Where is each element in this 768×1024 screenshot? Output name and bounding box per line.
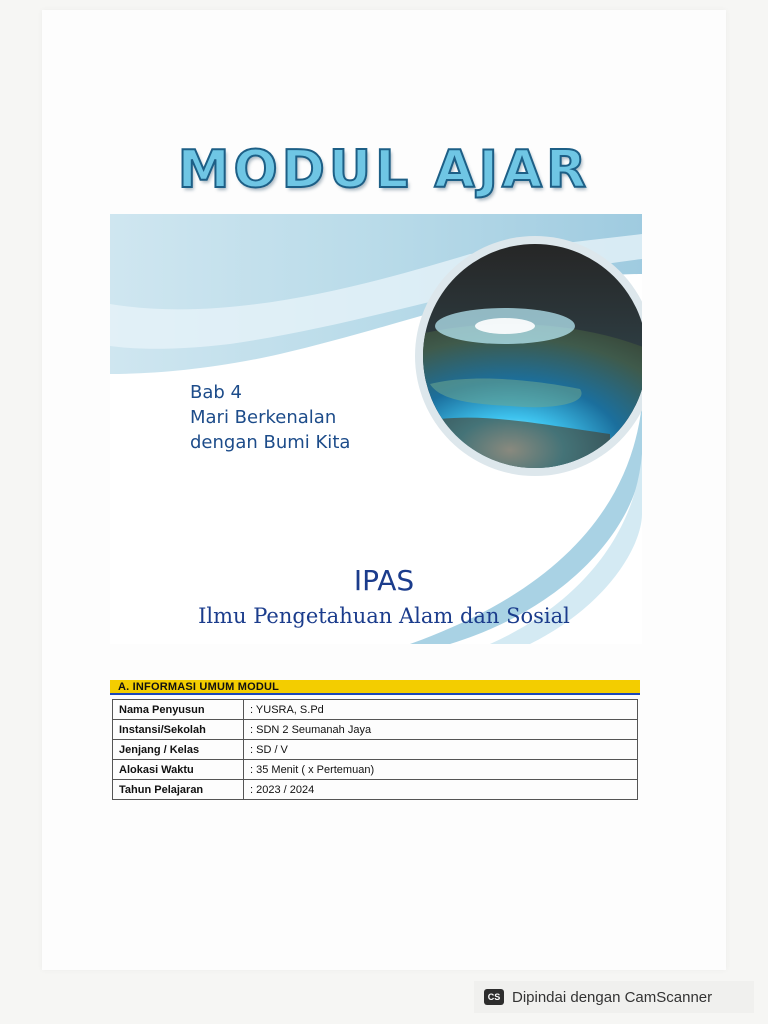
row-label: Alokasi Waktu — [113, 760, 244, 780]
row-value: : 35 Menit ( x Pertemuan) — [244, 760, 638, 780]
camscanner-icon: CS — [484, 989, 504, 1005]
row-value: : SDN 2 Seumanah Jaya — [244, 720, 638, 740]
row-label: Jenjang / Kelas — [113, 740, 244, 760]
table-row — [113, 760, 638, 780]
subject-code: IPAS — [353, 564, 415, 597]
table-row — [113, 740, 638, 760]
row-value: : YUSRA, S.Pd — [244, 700, 638, 720]
row-label: Nama Penyusun — [113, 700, 244, 720]
table-row — [113, 700, 638, 720]
chapter-heading — [190, 380, 350, 455]
row-value: : SD / V — [244, 740, 638, 760]
row-label: Instansi/Sekolah — [113, 720, 244, 740]
info-table — [112, 699, 638, 800]
camscanner-text: Dipindai dengan CamScanner — [512, 988, 713, 1006]
table-row — [113, 720, 638, 740]
camscanner-watermark — [474, 981, 754, 1013]
table-row — [113, 780, 638, 800]
chapter-title-line-1: Mari Berkenalan — [190, 407, 337, 428]
row-label: Tahun Pelajaran — [113, 780, 244, 800]
general-info-section — [110, 680, 640, 800]
chapter-title-line-2: dengan Bumi Kita — [190, 432, 351, 453]
chapter-number: Bab 4 — [190, 382, 242, 403]
subject-full-name: Ilmu Pengetahuan Alam dan Sosial — [198, 604, 570, 628]
info-heading: A. INFORMASI UMUM MODUL — [110, 680, 640, 695]
module-title: MODUL AJAR — [177, 140, 591, 200]
row-value: : 2023 / 2024 — [244, 780, 638, 800]
